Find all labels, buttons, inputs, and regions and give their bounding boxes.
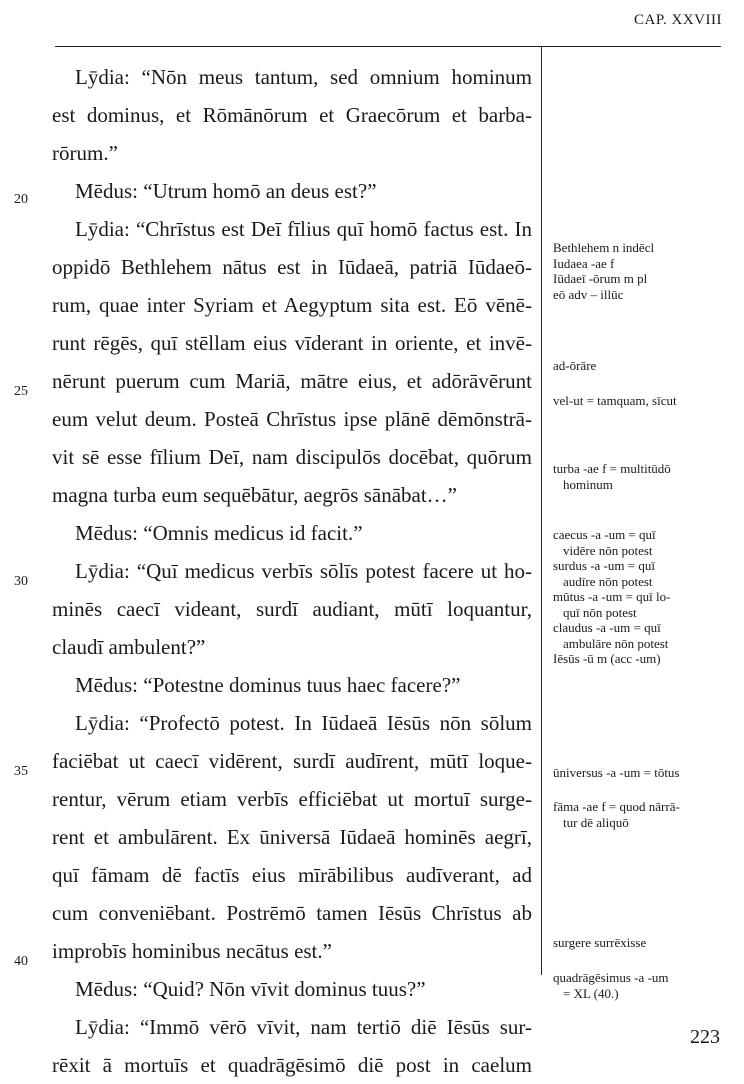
header-rule <box>55 46 721 47</box>
text-line: Mēdus: “Quid? Nōn vīvit dominus tuus?” <box>75 977 426 1001</box>
note-line: Iudaea -ae f <box>553 255 615 271</box>
note-line: eō adv – illūc <box>553 286 624 302</box>
line-number: 20 <box>14 192 28 207</box>
note-line: hominum <box>563 476 613 492</box>
margin-note <box>553 461 733 492</box>
text-line: improbīs hominibus necātus est.” <box>52 939 332 963</box>
text-line: Mēdus: “Omnis medicus id facit.” <box>75 521 363 545</box>
note-line: quadrāgēsimus -a -um <box>553 970 669 985</box>
text-line: rōrum.” <box>52 141 118 165</box>
note-line: vidēre nōn potest <box>563 542 653 558</box>
note-line: mūtus -a -um = quī lo- <box>553 589 671 604</box>
note-line: turba -ae f = multitūdō <box>553 461 671 476</box>
text-line: Lȳdia: “Nōn meus tantum, sed omnium hominum <box>75 65 532 89</box>
note-line: vel-ut = tamquam, sīcut <box>553 393 677 408</box>
note-line: surdus -a -um = quī <box>553 558 655 573</box>
text-line: rum, quae inter Syriam et Aegyptum sita est. Eō vēnē- <box>52 293 532 317</box>
margin-note <box>553 765 733 781</box>
text-line: Lȳdia: “Quī medicus verbīs sōlīs potest facere ut ho- <box>75 559 532 583</box>
note-line: quī nōn potest <box>563 604 637 620</box>
note-line: fāma -ae f = quod nārrā- <box>553 799 680 814</box>
note-line: tur dē aliquō <box>563 814 629 830</box>
line-number: 30 <box>14 574 28 589</box>
note-line: claudus -a -um = quī <box>553 620 661 635</box>
text-line: magna turba eum sequēbātur, aegrōs sānābat…” <box>52 483 457 507</box>
chapter-heading: CAP. XXVIII <box>634 12 722 28</box>
text-line: claudī ambulent?” <box>52 635 206 659</box>
note-line: Iēsūs -ū m (acc -um) <box>553 651 661 666</box>
page-number: 223 <box>690 1026 720 1048</box>
note-line: ūniversus -a -um = tōtus <box>553 765 680 780</box>
text-line: oppidō Bethlehem nātus est in Iūdaeā, patriā Iūdaeō- <box>52 255 532 279</box>
text-line: minēs caecī videant, surdī audiant, mūtī loquantur, <box>52 597 532 621</box>
note-line: audīre nōn potest <box>563 573 653 589</box>
text-line: rēxit ā mortuīs et quadrāgēsimō diē post in caelum <box>52 1053 532 1077</box>
text-line: vit sē esse fīlium Deī, nam discipulōs docēbat, quōrum <box>52 445 532 469</box>
note-line: = XL (40.) <box>563 985 619 1001</box>
note-line: Bethlehem n indēcl <box>553 240 655 255</box>
note-line: surgere surrēxisse <box>553 935 647 950</box>
text-line: Lȳdia: “Immō vērō vīvit, nam tertiō diē Iēsūs sur- <box>75 1015 532 1039</box>
text-line: quī fāmam dē factīs eius mīrābilibus audīverant, ad <box>52 863 532 887</box>
line-number: 35 <box>14 764 28 779</box>
text-line: cum conveniēbant. Postrēmō tamen Iēsūs Chrīstus ab <box>52 901 532 925</box>
text-line: Mēdus: “Utrum homō an deus est?” <box>75 179 377 203</box>
text-line: eum velut deum. Posteā Chrīstus ipse plānē dēmōnstrā- <box>52 407 532 431</box>
text-line: Lȳdia: “Profectō potest. In Iūdaeā Iēsūs nōn sōlum <box>75 711 532 735</box>
margin-note <box>553 799 733 830</box>
note-line: caecus -a -um = quī <box>553 527 656 542</box>
note-line: ad-ōrāre <box>553 358 597 373</box>
margin-note <box>553 240 733 302</box>
text-line: est dominus, et Rōmānōrum et Graecōrum et barba- <box>52 103 532 127</box>
margin-divider <box>541 47 542 975</box>
text-line: rentur, vērum etiam verbīs efficiēbat ut mortuī surge- <box>52 787 532 811</box>
text-line: Lȳdia: “Chrīstus est Deī fīlius quī homō factus est. In <box>75 217 532 241</box>
margin-note <box>553 970 733 1001</box>
margin-note <box>553 393 733 409</box>
text-line: rent et ambulārent. Ex ūniversā Iūdaeā hominēs aegrī, <box>52 825 532 849</box>
margin-note <box>553 358 733 374</box>
line-number: 25 <box>14 384 28 399</box>
text-line: Mēdus: “Potestne dominus tuus haec facere?” <box>75 673 461 697</box>
note-line: ambulāre nōn potest <box>563 635 669 651</box>
line-number: 40 <box>14 954 28 969</box>
margin-note <box>553 527 733 667</box>
text-line: nērunt puerum cum Mariā, mātre eius, et adōrāvērunt <box>52 369 532 393</box>
note-line: Iūdaeī -ōrum m pl <box>553 271 648 286</box>
margin-note <box>553 935 733 951</box>
text-line: faciēbat ut caecī vidērent, surdī audīrent, mūtī loque- <box>52 749 532 773</box>
text-line: runt rēgēs, quī stēllam eius vīderant in oriente, et invē- <box>52 331 532 355</box>
